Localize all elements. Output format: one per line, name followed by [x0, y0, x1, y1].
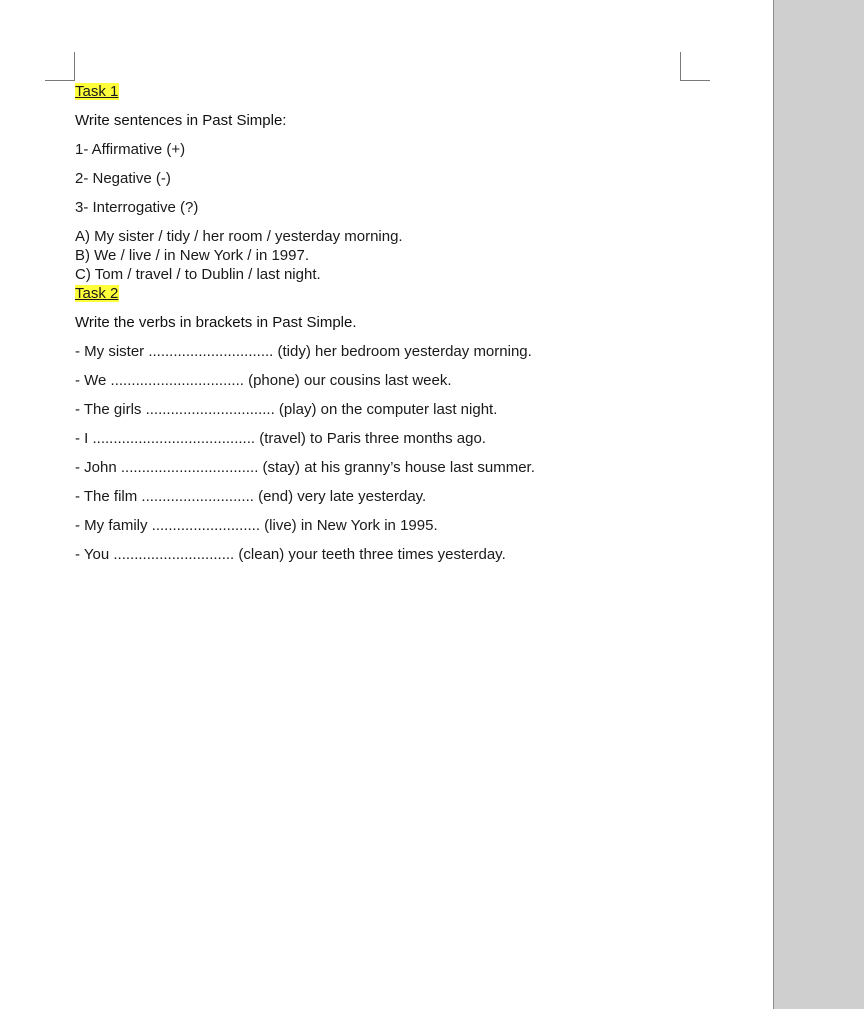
crop-mark-top-left — [74, 52, 75, 81]
task2-item-6: - The film ........................... (end) very late yesterday. — [75, 488, 427, 505]
task2-item-1: - My sister .............................. (tidy) her bedroom yesterday morning. — [75, 343, 532, 360]
task1-sentence-b: B) We / live / in New York / in 1997. — [75, 247, 310, 264]
task2-item-7: - My family .......................... (live) in New York in 1995. — [75, 517, 438, 534]
task2-item-2: - We ................................ (phone) our cousins last week. — [75, 372, 452, 389]
task1-instruction: Write sentences in Past Simple: — [75, 112, 287, 129]
task2-instruction: Write the verbs in brackets in Past Simple. — [75, 314, 357, 331]
task1-sentence-c: C) Tom / travel / to Dublin / last night. — [75, 266, 321, 283]
crop-mark-top-left-horizontal — [45, 80, 75, 81]
crop-mark-top-right — [680, 52, 681, 81]
task2-item-3: - The girls ............................... (play) on the computer last night. — [75, 401, 498, 418]
crop-mark-top-right-horizontal — [680, 80, 710, 81]
task1-sentence-a: A) My sister / tidy / her room / yesterday morning. — [75, 228, 403, 245]
task1-heading: Task 1 — [75, 83, 119, 100]
task1-heading-line — [75, 82, 119, 101]
task2-item-4: - I ....................................... (travel) to Paris three months ago. — [75, 430, 486, 447]
task2-item-5: - John ................................. (stay) at his granny’s house last summer. — [75, 459, 535, 476]
task2-heading-line — [75, 284, 119, 303]
task1-form-affirmative: 1- Affirmative (+) — [75, 141, 186, 158]
task2-item-8: - You ............................. (clean) your teeth three times yesterday. — [75, 546, 506, 563]
task1-form-negative: 2- Negative (-) — [75, 170, 171, 187]
task2-heading: Task 2 — [75, 285, 119, 302]
side-panel — [773, 0, 864, 1009]
task1-form-interrogative: 3- Interrogative (?) — [75, 199, 199, 216]
